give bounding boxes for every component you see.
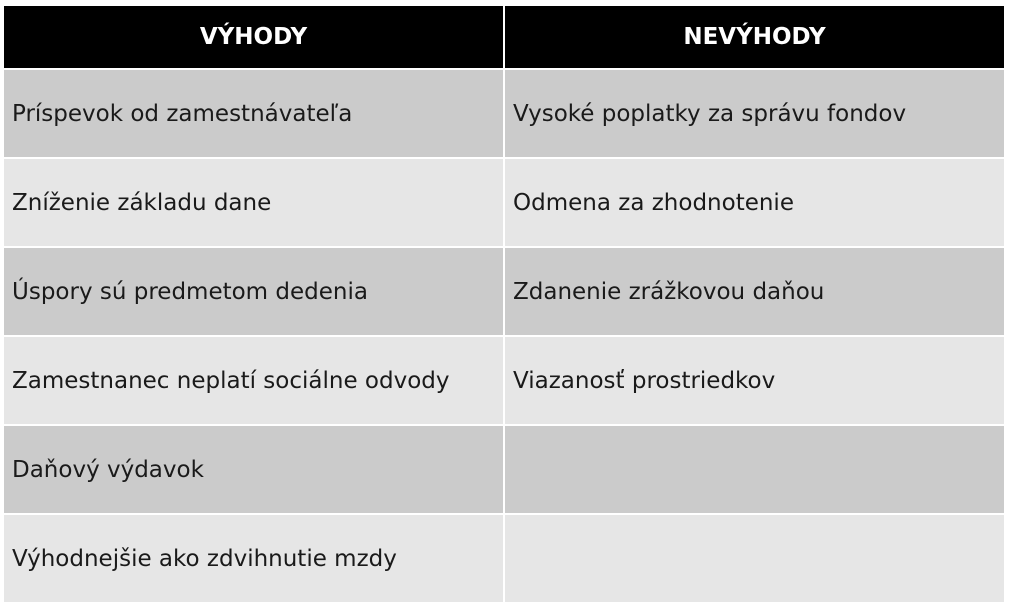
- cell-pros: Výhodnejšie ako zdvihnutie mzdy: [4, 515, 503, 602]
- cell-cons: Vysoké poplatky za správu fondov: [505, 70, 1004, 157]
- cell-cons: Viazanosť prostriedkov: [505, 337, 1004, 424]
- table-row: [4, 70, 1004, 157]
- table-row: [4, 515, 1004, 602]
- cell-cons: [505, 515, 1004, 602]
- cell-cons: [505, 426, 1004, 513]
- cell-pros: Daňový výdavok: [4, 426, 503, 513]
- header-pros: VÝHODY: [4, 6, 503, 68]
- table-row: [4, 159, 1004, 246]
- cell-cons: Odmena za zhodnotenie: [505, 159, 1004, 246]
- header-cons: NEVÝHODY: [505, 6, 1004, 68]
- cell-pros: Zamestnanec neplatí sociálne odvody: [4, 337, 503, 424]
- table-body: [4, 70, 1004, 602]
- cell-pros: Úspory sú predmetom dedenia: [4, 248, 503, 335]
- cell-pros: Príspevok od zamestnávateľa: [4, 70, 503, 157]
- header-row: [4, 6, 1004, 68]
- table-header: [4, 6, 1004, 68]
- table-row: [4, 337, 1004, 424]
- cell-pros: Zníženie základu dane: [4, 159, 503, 246]
- cell-cons: Zdanenie zrážkovou daňou: [505, 248, 1004, 335]
- table-row: [4, 248, 1004, 335]
- table-row: [4, 426, 1004, 513]
- pros-cons-table: [2, 4, 1006, 604]
